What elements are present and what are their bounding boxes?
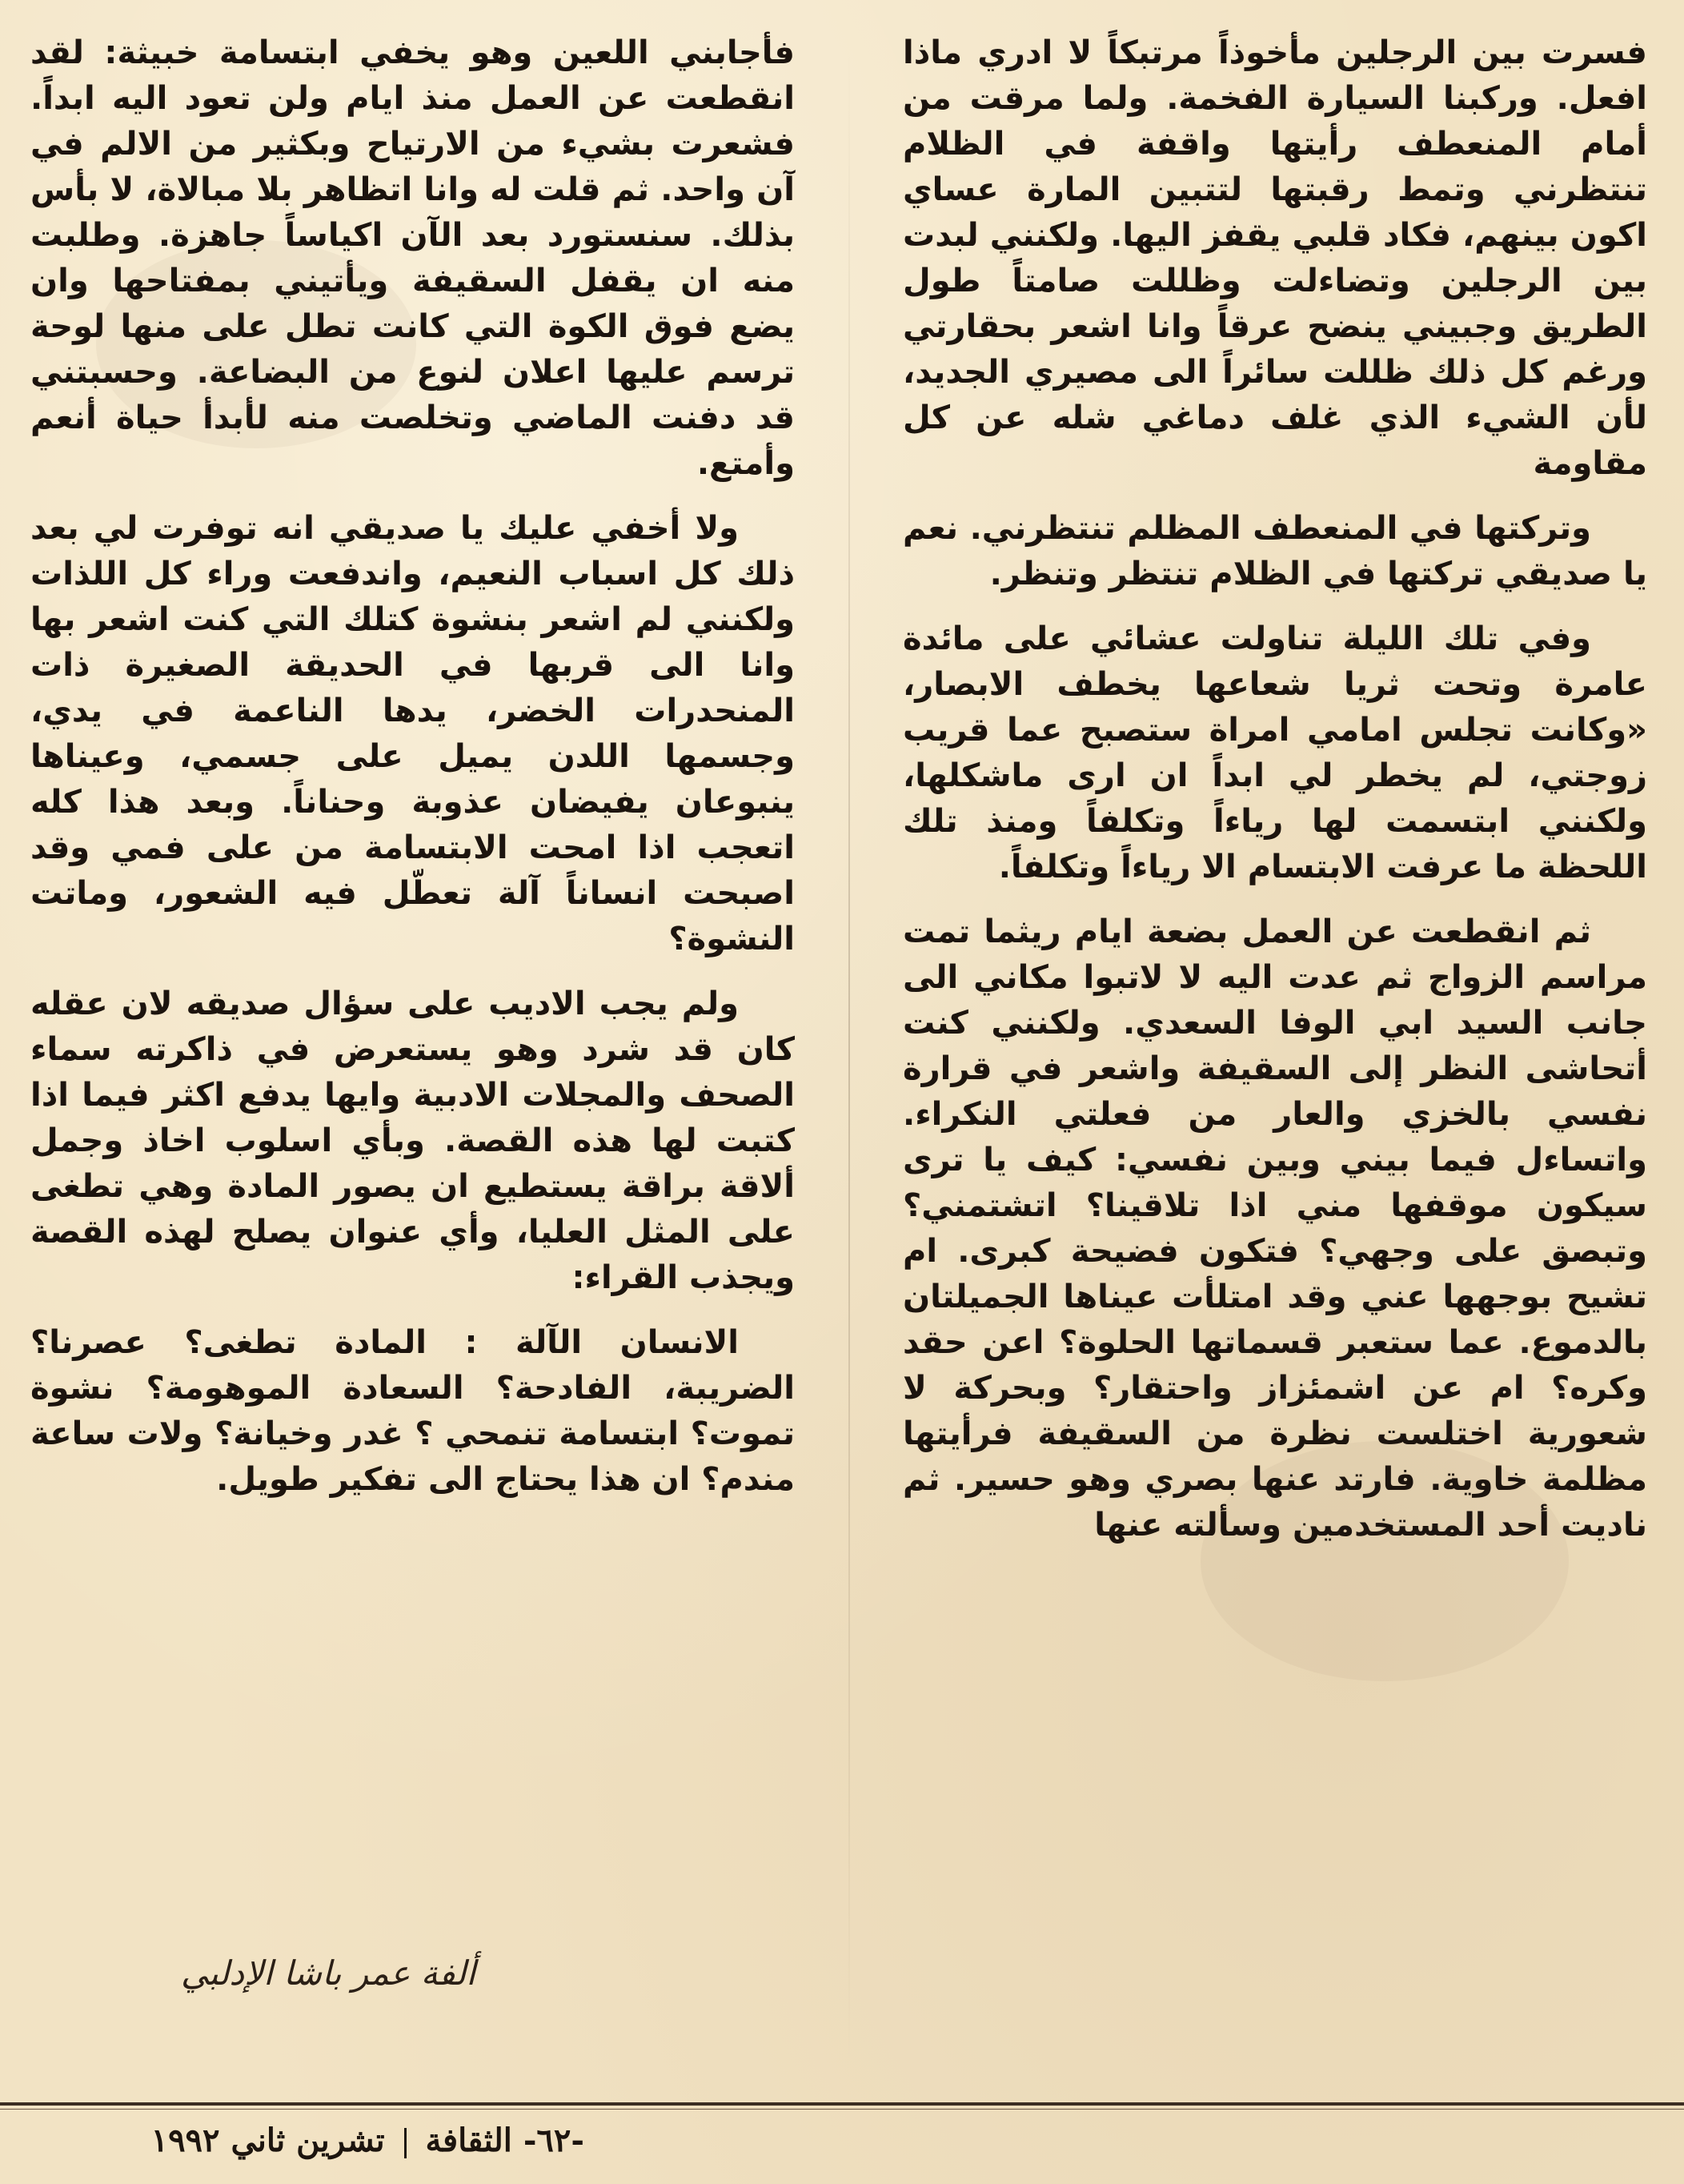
- paragraph: فسرت بين الرجلين مأخوذاً مرتبكاً لا ادري ماذا افعل. وركبنا السيارة الفخمة. ولما مرقت من أمام المنعطف رأيتها واقفة في الظلام تنتظرني وتمط رقبتها لتتبين المارة عساي اكون بينهم، فكاد قلبي يقفز اليها. ولكنني لبدت بين الرجلين وتضاءلت وظللت صامتاً طول الطريق وجبيني ينضح عرقاً وانا اشعر بحقارتي ورغم كل ذلك ظللت سائراً الى مصيري الجديد، لأن الشيء الذي غلف دماغي شله عن كل مقاومة: [903, 34, 1647, 482]
- column-divider: [848, 48, 850, 2066]
- left-text-column: [30, 30, 795, 1522]
- page-number: -٦٢-: [523, 2122, 584, 2159]
- footer-separator: [404, 2128, 407, 2158]
- right-text-column: [903, 30, 1647, 1568]
- paragraph: ولم يجب الاديب على سؤال صديقه لان عقله كان قد شرد وهو يستعرض في ذاكرته سماء الصحف والمجلات الادبية وايها يدفع اكثر فيما اذا كتبت لها هذه القصة. وبأي اسلوب اخاذ وجمل ألاقة براقة يستطيع ان يصور المادة وهي تطغى على المثل العليا، وأي عنوان يصلح لهذه القصة ويجذب القراء:: [30, 986, 795, 1296]
- footer-rule-thin: [0, 2109, 1684, 2110]
- page-footer: [24, 2122, 584, 2170]
- paragraph: فأجابني اللعين وهو يخفي ابتسامة خبيثة: لقد انقطعت عن العمل منذ ايام ولن تعود اليه ابداً. فشعرت بشيء من الارتياح وبكثير من الالم في آن واحد. ثم قلت له وانا اتظاهر بلا مبالاة، لا بأس بذلك. سنستورد بعد الآن اكياساً جاهزة. وطلبت منه ان يقفل السقيفة ويأتيني بمفتاحها وان يضع فوق الكوة التي كانت تطل على منها لوحة ترسم عليها اعلان لنوع من البضاعة. وحسبتني قد دفنت الماضي وتخلصت منه لأبدأ حياة أنعم وأمتع.: [30, 34, 795, 482]
- paragraph: ثم انقطعت عن العمل بضعة ايام ريثما تمت مراسم الزواج ثم عدت اليه لا لاتبوا مكاني الى جانب السيد ابي الوفا السعدي. ولكنني كنت أتحاشى النظر إلى السقيفة واشعر في قرارة نفسي بالخزي والعار من فعلتي النكراء. واتساءل فيما بيني وبين نفسي: كيف يا ترى سيكون موقفها مني اذا تلاقينا؟ اتشتمني؟ وتبصق على وجهي؟ فتكون فضيحة كبرى. ام تشيح بوجهها عني وقد امتلأت عيناها الجميلتان بالدموع. عما ستعبر قسماتها الحلوة؟ اعن حقد وكره؟ ام عن اشمئزاز واحتقار؟ وبحركة لا شعورية اختلست نظرة من السقيفة فرأيتها مظلمة خاوية. فارتد عنها بصري وهو حسير. ثم ناديت أحد المستخدمين وسألته عنها: [903, 913, 1647, 1544]
- paragraph: ولا أخفي عليك يا صديقي انه توفرت لي بعد ذلك كل اسباب النعيم، واندفعت وراء كل اللذات ولكنني لم اشعر بنشوة كتلك التي كنت اشعر بها وانا الى قربها في الحديقة الصغيرة ذات المنحدرات الخضر، يدها الناعمة في يدي، وجسمها اللدن يميل على جسمي، وعيناها ينبوعان يفيضان عذوبة وحناناً. وبعد هذا كله اتعجب اذا امحت الابتسامة من على فمي وقد اصبحت انساناً آلة تعطّل فيه الشعور، وماتت النشوة؟: [30, 510, 795, 958]
- issue-date: تشرين ثاني ١٩٩٢: [150, 2122, 385, 2159]
- footer-rule: [0, 2102, 1684, 2106]
- magazine-name: الثقافة: [425, 2122, 512, 2159]
- paragraph: الانسان الآلة : المادة تطغى؟ عصرنا؟ الضريبة، الفادحة؟ السعادة الموهومة؟ نشوة تموت؟ ابتسامة تنمحي ؟ غدر وخيانة؟ ولات ساعة مندم؟ ان هذا يحتاج الى تفكير طويل.: [30, 1324, 795, 1498]
- author-signature: ألفة عمر باشا الإدلبي: [180, 1953, 476, 1993]
- paragraph: وفي تلك الليلة تناولت عشائي على مائدة عامرة وتحت ثريا شعاعها يخطف الابصار، «وكانت تجلس امامي امراة ستصبح عما قريب زوجتي، لم يخطر لي ابداً ان ارى ماشكلها، ولكنني ابتسمت لها رياءاً وتكلفاً ومنذ تلك اللحظة ما عرفت الابتسام الا رياءاً وتكلفاً.: [903, 620, 1647, 885]
- paragraph: وتركتها في المنعطف المظلم تنتظرني. نعم يا صديقي تركتها في الظلام تنتظر وتنظر.: [903, 510, 1647, 592]
